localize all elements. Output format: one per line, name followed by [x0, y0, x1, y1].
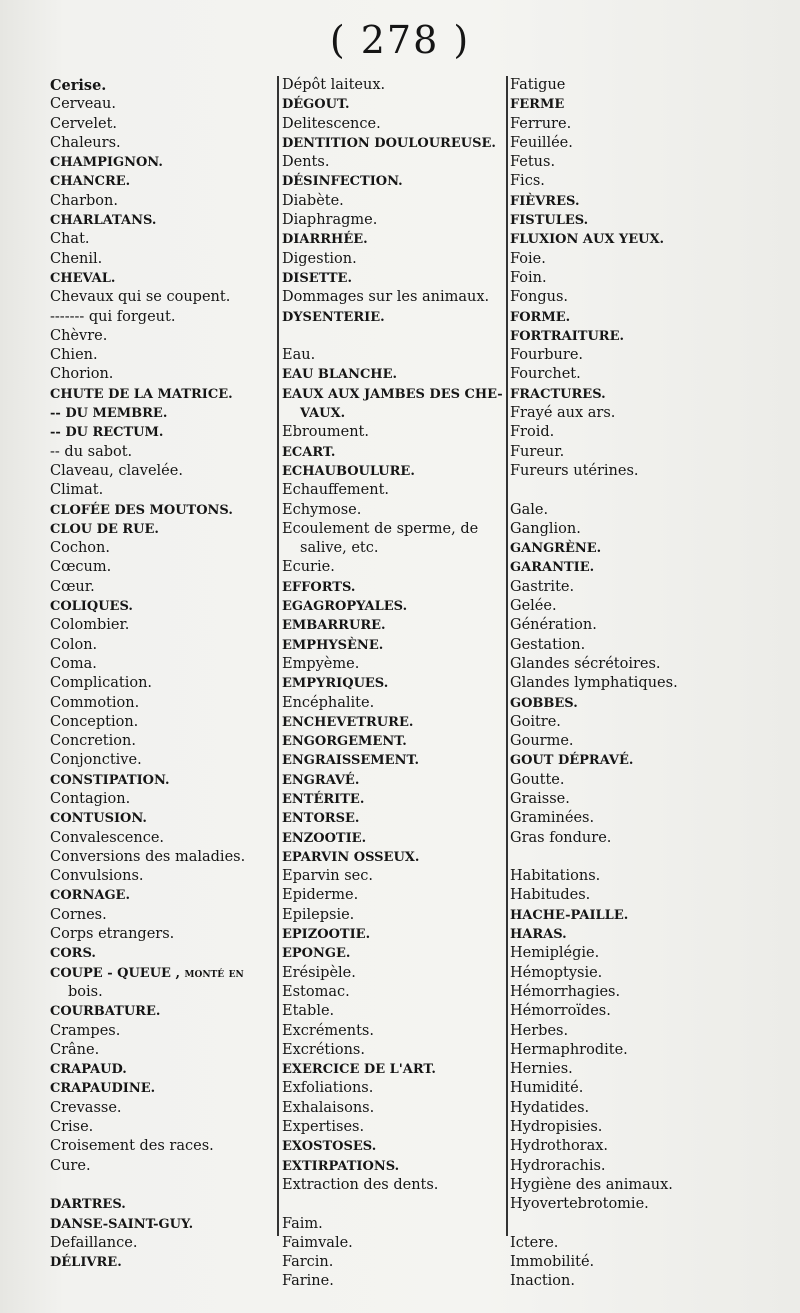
- index-entry: Fics.: [510, 173, 545, 190]
- index-entry: Eau.: [282, 347, 316, 364]
- index-entry: Hemiplégie.: [510, 945, 600, 962]
- index-entry: Epilepsie.: [282, 906, 355, 923]
- index-entry: Commotion.: [50, 694, 140, 711]
- index-entry: Croisement des races.: [50, 1138, 214, 1155]
- index-entry: Dommages sur les animaux.: [282, 289, 490, 306]
- index-entry: Glandes sécrétoires.: [510, 655, 661, 672]
- index-entry: HARAS.: [510, 927, 567, 943]
- index-entry: Hyovertebrotomie.: [510, 1196, 649, 1213]
- index-entry: FORME.: [510, 309, 571, 325]
- index-entry: Cœcum.: [50, 559, 112, 576]
- index-entry: Cornes.: [50, 906, 107, 923]
- index-entry: ECART.: [282, 444, 336, 460]
- index-entry: ENGRAISSEMENT.: [282, 753, 419, 769]
- index-entry: Convulsions.: [50, 868, 144, 885]
- index-entry: Echymose.: [282, 501, 362, 518]
- index-entry: CORNAGE.: [50, 888, 130, 904]
- index-entry: Farine.: [282, 1273, 334, 1290]
- index-entry: CRAPAUDINE.: [50, 1081, 156, 1097]
- index-entry: Graisse.: [510, 790, 570, 807]
- index-entry: DENTITION DOULOUREUSE.: [282, 135, 496, 151]
- index-entry: Ecoulement de sperme, de: [282, 520, 479, 537]
- index-entry: FERME: [510, 97, 565, 113]
- index-entry: Crâne.: [50, 1041, 100, 1058]
- index-entry: GANGRÈNE.: [510, 541, 602, 557]
- index-entry: ENTÉRITE.: [282, 791, 365, 807]
- index-entry: EPIZOOTIE.: [282, 927, 371, 943]
- index-entry: Conception.: [50, 713, 139, 730]
- index-entry: Fetus.: [510, 154, 556, 171]
- index-entry: COLIQUES.: [50, 599, 133, 615]
- index-entry: Cervelet.: [50, 115, 118, 132]
- index-entry: Conversions des maladies.: [50, 848, 246, 865]
- index-entry: Cochon.: [50, 540, 110, 557]
- index-entry: Ecurie.: [282, 559, 335, 576]
- index-entry: Dents.: [282, 154, 330, 171]
- index-entry: Diaphragme.: [282, 212, 378, 229]
- index-entry: CORS.: [50, 946, 96, 962]
- index-entry: Concretion.: [50, 733, 136, 750]
- index-entry: Crise.: [50, 1119, 94, 1136]
- index-column-2: [282, 76, 530, 1292]
- index-entry: Feuillée.: [510, 134, 573, 151]
- index-entry: COUPE - QUEUE , monté en: [50, 965, 244, 981]
- index-entry: EAUX AUX JAMBES DES CHE-: [282, 386, 503, 402]
- index-entry: Conjonctive.: [50, 752, 142, 769]
- index-entry: Hydrorachis.: [510, 1157, 606, 1174]
- index-entry: Hémoptysie.: [510, 964, 603, 981]
- index-entry: FLUXION AUX YEUX.: [510, 232, 665, 248]
- index-entry: Colombier.: [50, 617, 130, 634]
- index-entry: CHUTE DE LA MATRICE.: [50, 386, 233, 402]
- index-entry: Chien.: [50, 347, 98, 364]
- index-column-1: [50, 76, 298, 1272]
- index-entry: Charbon.: [50, 192, 118, 209]
- index-entry: Gastrite.: [510, 578, 575, 595]
- index-column-3: [510, 76, 758, 1292]
- index-entry: Gale.: [510, 501, 549, 518]
- index-entry: EXERCICE DE L'ART.: [282, 1062, 436, 1078]
- index-entry: Fureurs utérines.: [510, 462, 639, 479]
- index-entry: Glandes lymphatiques.: [510, 675, 678, 692]
- index-entry: CRAPAUD.: [50, 1062, 127, 1078]
- index-entry: Fourbure.: [510, 347, 584, 364]
- index-entry: COURBATURE.: [50, 1004, 161, 1020]
- index-entry: Hydropisies.: [510, 1119, 603, 1136]
- index-entry: Hémorrhagies.: [510, 983, 621, 1000]
- index-entry: Chaleurs.: [50, 134, 121, 151]
- spacer: [50, 1176, 298, 1195]
- index-entry: -- DU RECTUM.: [50, 425, 164, 441]
- index-entry: Hydatides.: [510, 1099, 590, 1116]
- index-entry: Gelée.: [510, 598, 557, 615]
- index-entry: Herbes.: [510, 1022, 569, 1039]
- index-entry: CHAMPIGNON.: [50, 155, 163, 171]
- index-entry: EMPYRIQUES.: [282, 676, 389, 692]
- index-entry: CHANCRE.: [50, 174, 131, 190]
- index-entry: Gras fondure.: [510, 829, 612, 846]
- spacer: [510, 1215, 758, 1234]
- index-entry: Farcin.: [282, 1254, 334, 1271]
- index-entry: ------- qui forgeut.: [50, 308, 176, 325]
- index-entry: Cœur.: [50, 578, 95, 595]
- index-entry: FORTRAITURE.: [510, 328, 625, 344]
- index-entry: Graminées.: [510, 810, 595, 827]
- index-entry: Hydrothorax.: [510, 1138, 609, 1155]
- index-entry: VAUX.: [300, 406, 346, 422]
- index-entry: CHARLATANS.: [50, 213, 157, 229]
- index-entry: Crevasse.: [50, 1099, 122, 1116]
- index-entry: Hermaphrodite.: [510, 1041, 628, 1058]
- index-entry: Faimvale.: [282, 1234, 353, 1251]
- index-entry: Exhalaisons.: [282, 1099, 375, 1116]
- index-entry: Etable.: [282, 1003, 335, 1020]
- index-entry: Fourchet.: [510, 366, 581, 383]
- index-entry: FIÈVRES.: [510, 193, 580, 209]
- index-entry: DYSENTERIE.: [282, 309, 385, 325]
- index-entry: Colon.: [50, 636, 98, 653]
- index-entry: ENZOOTIE.: [282, 830, 367, 846]
- index-entry: -- DU MEMBRE.: [50, 406, 168, 422]
- index-entry: Cerise.: [50, 77, 107, 94]
- index-entry: Extraction des dents.: [282, 1176, 439, 1193]
- index-entry: Frayé aux ars.: [510, 405, 616, 422]
- index-entry: Ganglion.: [510, 520, 581, 537]
- index-entry: Ictere.: [510, 1234, 559, 1251]
- index-entry: salive, etc.: [300, 540, 379, 557]
- index-entry: CLOFÉE DES MOUTONS.: [50, 502, 233, 518]
- index-entry: Expertises.: [282, 1119, 365, 1136]
- index-entry: EGAGROPYALES.: [282, 599, 408, 615]
- index-entry: EMPHYSÈNE.: [282, 637, 384, 653]
- index-entry: GOUT DÉPRAVÉ.: [510, 753, 634, 769]
- index-entry: Fongus.: [510, 289, 569, 306]
- index-entry: CONSTIPATION.: [50, 772, 170, 788]
- index-entry: Complication.: [50, 675, 153, 692]
- index-entry: Coma.: [50, 655, 97, 672]
- index-entry: Foie.: [510, 250, 546, 267]
- index-entry: Goutte.: [510, 771, 565, 788]
- index-entry: Chenil.: [50, 250, 103, 267]
- index-entry: Contagion.: [50, 790, 131, 807]
- index-entry: Delitescence.: [282, 115, 381, 132]
- index-entry: Claveau, clavelée.: [50, 462, 183, 479]
- index-entry: -- du sabot.: [50, 443, 133, 460]
- spacer: [282, 327, 530, 346]
- index-entry: CHEVAL.: [50, 270, 116, 286]
- index-entry: ECHAUBOULURE.: [282, 463, 415, 479]
- index-entry: Defaillance.: [50, 1234, 138, 1251]
- index-entry: DARTRES.: [50, 1197, 126, 1213]
- index-entry: Chorion.: [50, 366, 114, 383]
- index-entry: Goitre.: [510, 713, 561, 730]
- index-entry: Hémorroïdes.: [510, 1003, 611, 1020]
- index-entry: Climat.: [50, 482, 104, 499]
- index-entry: Crampes.: [50, 1022, 121, 1039]
- index-entry: Génération.: [510, 617, 597, 634]
- index-entry: EMBARRURE.: [282, 618, 386, 634]
- index-entry: Faim.: [282, 1215, 323, 1232]
- index-entry: Encéphalite.: [282, 694, 375, 711]
- index-entry: Fureur.: [510, 443, 565, 460]
- index-entry: Gourme.: [510, 733, 574, 750]
- index-entry: CONTUSION.: [50, 811, 147, 827]
- index-entry: EAU BLANCHE.: [282, 367, 398, 383]
- index-entry: Habitudes.: [510, 887, 591, 904]
- index-entry: ENTORSE.: [282, 811, 360, 827]
- index-entry: FRACTURES.: [510, 386, 606, 402]
- index-entry: ENCHEVETRURE.: [282, 714, 414, 730]
- index-entry: DANSE-SAINT-GUY.: [50, 1216, 194, 1232]
- index-entry: Cerveau.: [50, 96, 116, 113]
- index-entry: EPONGE.: [282, 946, 351, 962]
- index-entry: Erésipèle.: [282, 964, 356, 981]
- index-entry: EXOSTOSES.: [282, 1139, 377, 1155]
- index-entry: Convalescence.: [50, 829, 165, 846]
- index-entry: Inaction.: [510, 1273, 575, 1290]
- index-entry: DÉGOUT.: [282, 97, 350, 113]
- index-entry: Empyème.: [282, 655, 360, 672]
- index-entry: ENGORGEMENT.: [282, 734, 407, 750]
- spacer: [510, 848, 758, 867]
- index-entry: Eparvin sec.: [282, 868, 373, 885]
- index-entry: Humidité.: [510, 1080, 584, 1097]
- index-entry: DISETTE.: [282, 270, 352, 286]
- index-entry: Habitations.: [510, 868, 601, 885]
- index-entry: Chat.: [50, 231, 90, 248]
- index-entry: Hygiène des animaux.: [510, 1176, 673, 1193]
- index-entry: ENGRAVÉ.: [282, 772, 360, 788]
- index-entry: EPARVIN OSSEUX.: [282, 849, 420, 865]
- index-entry: Chevaux qui se coupent.: [50, 289, 231, 306]
- spacer: [282, 1195, 530, 1214]
- index-entry: DIARRHÉE.: [282, 232, 368, 248]
- index-entry: FISTULES.: [510, 213, 589, 229]
- index-entry: DÉLIVRE.: [50, 1255, 122, 1271]
- index-entry: Diabète.: [282, 192, 344, 209]
- index-entry: Excrétions.: [282, 1041, 365, 1058]
- index-entry: Hernies.: [510, 1061, 573, 1078]
- index-entry: Gestation.: [510, 636, 586, 653]
- page-number: ( 278 ): [329, 18, 471, 62]
- index-entry: Ferrure.: [510, 115, 572, 132]
- index-entry: Digestion.: [282, 250, 357, 267]
- spacer: [510, 481, 758, 500]
- index-entry: Echauffement.: [282, 482, 390, 499]
- index-entry: Exfoliations.: [282, 1080, 374, 1097]
- index-entry: GOBBES.: [510, 695, 578, 711]
- index-entry: HACHE-PAILLE.: [510, 907, 629, 923]
- index-entry: Chèvre.: [50, 327, 108, 344]
- index-entry: Fatigue: [510, 77, 566, 93]
- index-entry: DÉSINFECTION.: [282, 174, 403, 190]
- index-entry: Cure.: [50, 1157, 91, 1174]
- index-entry: bois.: [68, 983, 103, 1000]
- index-entry: Corps etrangers.: [50, 926, 175, 943]
- index-entry: Foin.: [510, 269, 547, 286]
- index-entry: Froid.: [510, 424, 555, 441]
- index-entry: EXTIRPATIONS.: [282, 1158, 400, 1174]
- index-entry: Immobilité.: [510, 1254, 595, 1271]
- index-entry: Ebroument.: [282, 424, 369, 441]
- index-entry: CLOU DE RUE.: [50, 521, 159, 537]
- index-entry: Estomac.: [282, 983, 350, 1000]
- index-entry: Excréments.: [282, 1022, 374, 1039]
- index-entry: GARANTIE.: [510, 560, 595, 576]
- index-entry: Dépôt laiteux.: [282, 77, 386, 93]
- index-entry: Epiderme.: [282, 887, 359, 904]
- index-entry: EFFORTS.: [282, 579, 356, 595]
